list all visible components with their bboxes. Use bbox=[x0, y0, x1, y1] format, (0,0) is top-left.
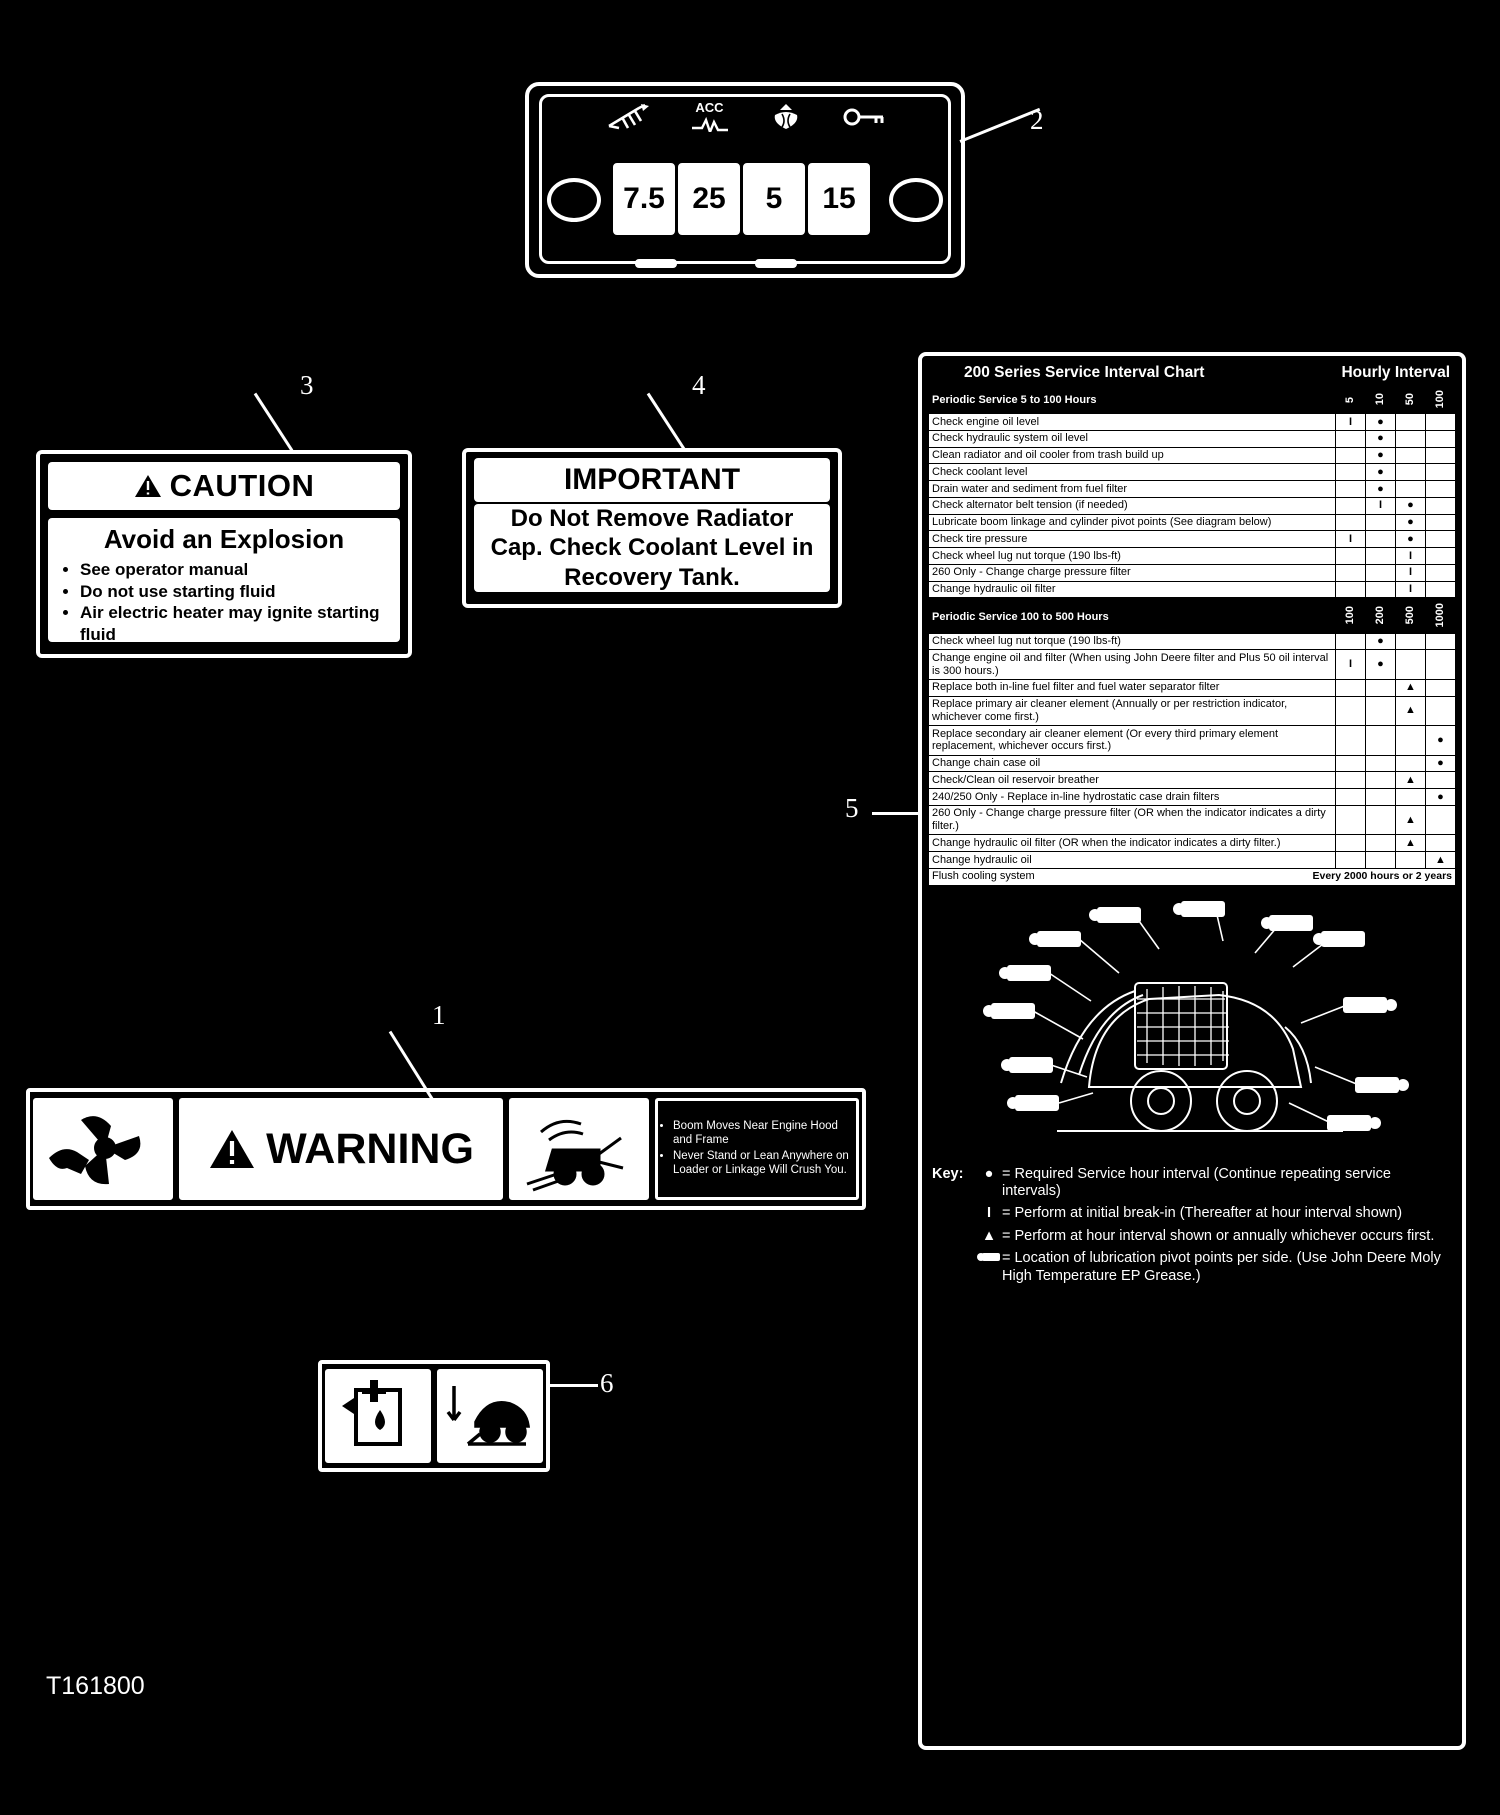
section-header: Periodic Service 100 to 500 Hours bbox=[929, 601, 1336, 633]
interval-header: 500 bbox=[1396, 601, 1426, 633]
chart-key bbox=[928, 1160, 1456, 1290]
key-item bbox=[976, 1166, 1452, 1201]
loader-tilt-icon bbox=[437, 1369, 543, 1463]
key-item bbox=[976, 1205, 1452, 1222]
callout-6: 6 bbox=[600, 1368, 614, 1398]
fuse-row bbox=[573, 160, 913, 238]
warning-heading-text: WARNING bbox=[266, 1124, 474, 1173]
leader-line-6 bbox=[548, 1384, 598, 1387]
service-interval-chart-decal bbox=[918, 352, 1466, 1750]
table-row: Change hydraulic oil filter (OR when the indicator indicates a dirty filter.) ▲ bbox=[929, 835, 1456, 852]
table-row: 240/250 Only - Replace in-line hydrostatic case drain filters ● bbox=[929, 789, 1456, 806]
fuse-icon-row bbox=[585, 98, 905, 140]
table-row: Check wheel lug nut torque (190 lbs-ft) I bbox=[929, 548, 1456, 565]
section-header: Periodic Service 5 to 100 Hours bbox=[929, 388, 1336, 414]
interval-header: 10 bbox=[1366, 388, 1396, 414]
key-item bbox=[976, 1228, 1452, 1245]
callout-2: 2 bbox=[1030, 105, 1044, 135]
caution-bullet-list bbox=[58, 559, 390, 645]
interval-header: 200 bbox=[1366, 601, 1396, 633]
table-row: Check/Clean oil reservoir breather ▲ bbox=[929, 772, 1456, 789]
table-row: Change engine oil and filter (When using John Deere filter and Plus 50 oil interval is 300 hours.) I ● bbox=[929, 650, 1456, 680]
service-table-section-1 bbox=[928, 387, 1456, 598]
caution-decal bbox=[36, 450, 412, 658]
skid-steer-lubrication-diagram bbox=[928, 886, 1458, 1160]
chart-title: 200 Series Service Interval Chart bbox=[964, 364, 1205, 381]
loader-crush-icon bbox=[509, 1098, 649, 1200]
important-body: Do Not Remove Radiator Cap. Check Coolant Level in Recovery Tank. bbox=[474, 504, 830, 592]
table-row bbox=[929, 868, 1456, 885]
table-row: Check tire pressure I ● bbox=[929, 531, 1456, 548]
hydraulic-fluid-decal bbox=[318, 1360, 550, 1472]
key-label: Key: bbox=[932, 1165, 964, 1182]
table-row: Replace primary air cleaner element (Annually or per restriction indicator, whichever come first.) ▲ bbox=[929, 696, 1456, 726]
important-heading: IMPORTANT bbox=[474, 458, 830, 502]
flush-cooling-note: Every 2000 hours or 2 years bbox=[1312, 870, 1452, 883]
key-text: = Required Service hour interval (Continue repeating service intervals) bbox=[1002, 1165, 1391, 1199]
table-row: Replace both in-line fuel filter and fuel water separator filter ▲ bbox=[929, 679, 1456, 696]
table-row: 260 Only - Change charge pressure filter (OR when the indicator indicates a dirty filter.) ▲ bbox=[929, 805, 1456, 835]
warning-bullets bbox=[655, 1098, 859, 1200]
list-item: • Boom Moves Near Engine Hood and Frame bbox=[673, 1119, 852, 1147]
flush-cooling-task: Flush cooling system bbox=[932, 870, 1035, 883]
interval-header: 5 bbox=[1336, 388, 1366, 414]
list-item: • Do not use starting fluid bbox=[80, 581, 390, 603]
warning-strip-decal bbox=[26, 1088, 866, 1210]
fuse-block-decal bbox=[525, 82, 965, 278]
battery-fluid-icon bbox=[325, 1369, 431, 1463]
chart-title-row bbox=[928, 362, 1456, 387]
horn-icon bbox=[769, 101, 803, 138]
fuse-4: 15 bbox=[808, 163, 870, 235]
leader-line-3 bbox=[254, 393, 294, 452]
important-decal bbox=[462, 448, 842, 608]
table-row: Check wheel lug nut torque (190 lbs-ft) ● bbox=[929, 633, 1456, 650]
warning-heading bbox=[179, 1098, 503, 1200]
key-text: = Location of lubrication pivot points per side. (Use John Deere Moly High Temperature EP Grease.) bbox=[1002, 1250, 1441, 1284]
table-row: Lubricate boom linkage and cylinder pivot points (See diagram below) ● bbox=[929, 514, 1456, 531]
service-table-section-2 bbox=[928, 600, 1456, 885]
fuse-block-tab-right bbox=[755, 259, 797, 268]
caution-subheading: Avoid an Explosion bbox=[103, 524, 345, 554]
fuse-1: 7.5 bbox=[613, 163, 675, 235]
key-text: = Perform at hour interval shown or annually whichever occurs first. bbox=[1002, 1227, 1435, 1244]
interval-header: 1000 bbox=[1426, 601, 1456, 633]
fuse-2: 25 bbox=[678, 163, 740, 235]
table-row bbox=[929, 388, 1456, 414]
list-item: • Air electric heater may ignite starting fluid bbox=[80, 602, 390, 645]
callout-3: 3 bbox=[300, 370, 314, 400]
interval-header: 100 bbox=[1426, 388, 1456, 414]
leader-line-2 bbox=[959, 108, 1040, 143]
list-item: • Never Stand or Lean Anywhere on Loader or Linkage Will Crush You. bbox=[673, 1149, 852, 1177]
caution-heading-text: CAUTION bbox=[169, 468, 315, 503]
fuse-block-tab-left bbox=[635, 259, 677, 268]
interval-header: 50 bbox=[1396, 388, 1426, 414]
leader-line-4 bbox=[647, 393, 685, 450]
table-row: Change chain case oil ● bbox=[929, 755, 1456, 772]
key-icon bbox=[842, 106, 886, 133]
callout-4: 4 bbox=[692, 370, 706, 400]
fuse-3: 5 bbox=[743, 163, 805, 235]
interval-header: 100 bbox=[1336, 601, 1366, 633]
table-row: Change hydraulic oil ▲ bbox=[929, 852, 1456, 869]
warning-triangle-icon bbox=[208, 1128, 256, 1170]
table-row: Check engine oil level I ● bbox=[929, 414, 1456, 431]
key-symbol-triangle: ▲ bbox=[981, 1227, 997, 1244]
key-item bbox=[976, 1250, 1452, 1285]
hand-fan-crush-icon bbox=[33, 1098, 173, 1200]
key-symbol-circle: ● bbox=[984, 1165, 994, 1182]
table-row bbox=[929, 601, 1456, 633]
warning-triangle-icon bbox=[134, 473, 162, 499]
table-row: 260 Only - Change charge pressure filter I bbox=[929, 564, 1456, 581]
lube-point-icon bbox=[976, 1250, 1002, 1285]
flush-cooling-row bbox=[929, 868, 1456, 885]
table-row: Replace secondary air cleaner element (Or every third primary element replacement, whichever occurs first.) ● bbox=[929, 726, 1456, 756]
part-number: T161800 bbox=[46, 1672, 145, 1700]
table-row: Check hydraulic system oil level ● bbox=[929, 430, 1456, 447]
key-symbol-initial: I bbox=[986, 1205, 992, 1222]
caution-body bbox=[48, 518, 400, 642]
wiper-icon bbox=[605, 102, 651, 137]
table-row: Check coolant level ● bbox=[929, 464, 1456, 481]
chart-title-right: Hourly Interval bbox=[1341, 364, 1450, 381]
acc-icon: ACC bbox=[690, 101, 730, 137]
table-row: Change hydraulic oil filter I bbox=[929, 581, 1456, 598]
callout-1: 1 bbox=[432, 1000, 446, 1030]
list-item: • See operator manual bbox=[80, 559, 390, 581]
key-text: = Perform at initial break-in (Thereafter at hour interval shown) bbox=[1002, 1205, 1403, 1222]
callout-5: 5 bbox=[845, 793, 859, 823]
table-row: Clean radiator and oil cooler from trash build up ● bbox=[929, 447, 1456, 464]
table-row: Check alternator belt tension (if needed) I ● bbox=[929, 497, 1456, 514]
caution-heading-bar bbox=[48, 462, 400, 510]
table-row: Drain water and sediment from fuel filter ● bbox=[929, 481, 1456, 498]
